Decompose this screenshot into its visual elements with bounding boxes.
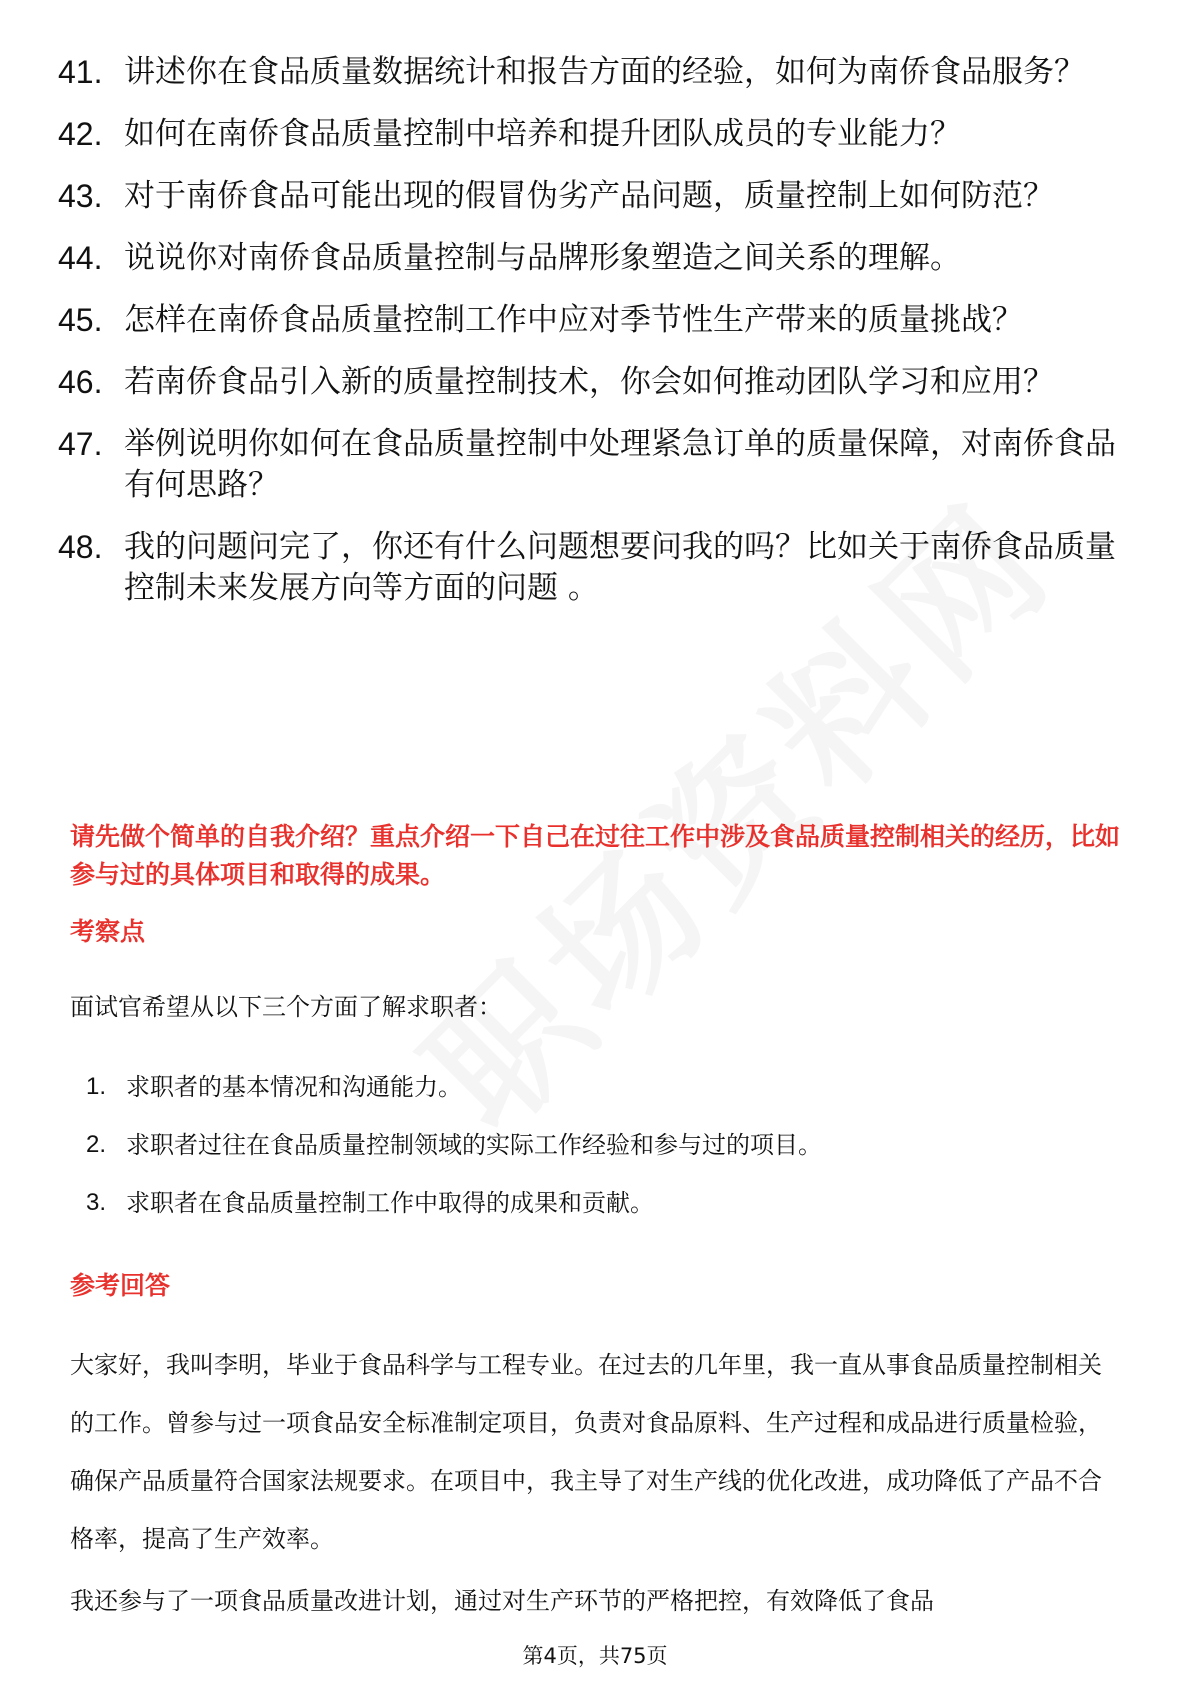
exam-points-intro: 面试官希望从以下三个方面了解求职者： xyxy=(70,993,502,1021)
question-text: 若南侨食品引入新的质量控制技术，你会如何推动团队学习和应用？ xyxy=(124,364,1054,400)
question-number: 41. xyxy=(58,54,103,90)
question-text: 说说你对南侨食品质量控制与品牌形象塑造之间关系的理解。 xyxy=(124,240,961,276)
exam-point-item xyxy=(86,1128,822,1162)
exam-points-list xyxy=(86,1070,822,1244)
question-item xyxy=(58,527,1118,609)
question-text: 举例说明你如何在食品质量控制中处理紧急订单的质量保障，对南侨食品有何思路？ xyxy=(124,426,1116,503)
question-item xyxy=(58,114,1118,155)
exam-point-number: 1. xyxy=(86,1073,107,1100)
question-text: 如何在南侨食品质量控制中培养和提升团队成员的专业能力？ xyxy=(124,116,961,152)
exam-point-item xyxy=(86,1070,822,1104)
question-number: 47. xyxy=(58,426,103,462)
question-item xyxy=(58,362,1118,403)
question-text: 怎样在南侨食品质量控制工作中应对季节性生产带来的质量挑战？ xyxy=(124,302,1023,338)
question-item xyxy=(58,238,1118,279)
exam-point-text: 求职者在食品质量控制工作中取得的成果和贡献。 xyxy=(126,1189,654,1217)
page-footer: 第4页，共75页 xyxy=(522,1644,668,1668)
question-list xyxy=(58,52,1118,630)
question-number: 43. xyxy=(58,178,103,214)
question-number: 48. xyxy=(58,529,103,565)
question-text: 对于南侨食品可能出现的假冒伪劣产品问题，质量控制上如何防范？ xyxy=(124,178,1054,214)
reference-answer-heading: 参考回答 xyxy=(70,1271,171,1300)
featured-question: 请先做个简单的自我介绍？重点介绍一下自己在过往工作中涉及食品质量控制相关的经历，比如参与过的具体项目和取得的成果。 xyxy=(70,822,1121,889)
question-item xyxy=(58,300,1118,341)
exam-points-heading: 考察点 xyxy=(70,917,146,946)
question-number: 42. xyxy=(58,116,103,152)
question-text: 讲述你在食品质量数据统计和报告方面的经验，如何为南侨食品服务？ xyxy=(124,54,1085,90)
question-number: 44. xyxy=(58,240,103,276)
question-number: 46. xyxy=(58,364,103,400)
answer-paragraph: 大家好，我叫李明，毕业于食品科学与工程专业。在过去的几年里，我一直从事食品质量控制相关的工作。曾参与过一项食品安全标准制定项目，负责对食品原料、生产过程和成品进行质量检验，确保产品质量符合国家法规要求。在项目中，我主导了对生产线的优化改进，成功降低了产品不合格率，提高了生产效率。 xyxy=(70,1351,1102,1553)
question-text: 我的问题问完了，你还有什么问题想要问我的吗？比如关于南侨食品质量控制未来发展方向等方面的问题 。 xyxy=(124,529,1116,606)
exam-point-number: 2. xyxy=(86,1131,107,1158)
exam-point-number: 3. xyxy=(86,1189,107,1216)
question-number: 45. xyxy=(58,302,103,338)
question-item xyxy=(58,52,1118,93)
question-item xyxy=(58,424,1118,506)
exam-point-text: 求职者过往在食品质量控制领域的实际工作经验和参与过的项目。 xyxy=(126,1131,822,1159)
exam-point-item xyxy=(86,1186,822,1220)
answer-paragraph: 我还参与了一项食品质量改进计划，通过对生产环节的严格把控，有效降低了食品 xyxy=(70,1587,934,1615)
question-item xyxy=(58,176,1118,217)
exam-point-text: 求职者的基本情况和沟通能力。 xyxy=(126,1073,462,1101)
